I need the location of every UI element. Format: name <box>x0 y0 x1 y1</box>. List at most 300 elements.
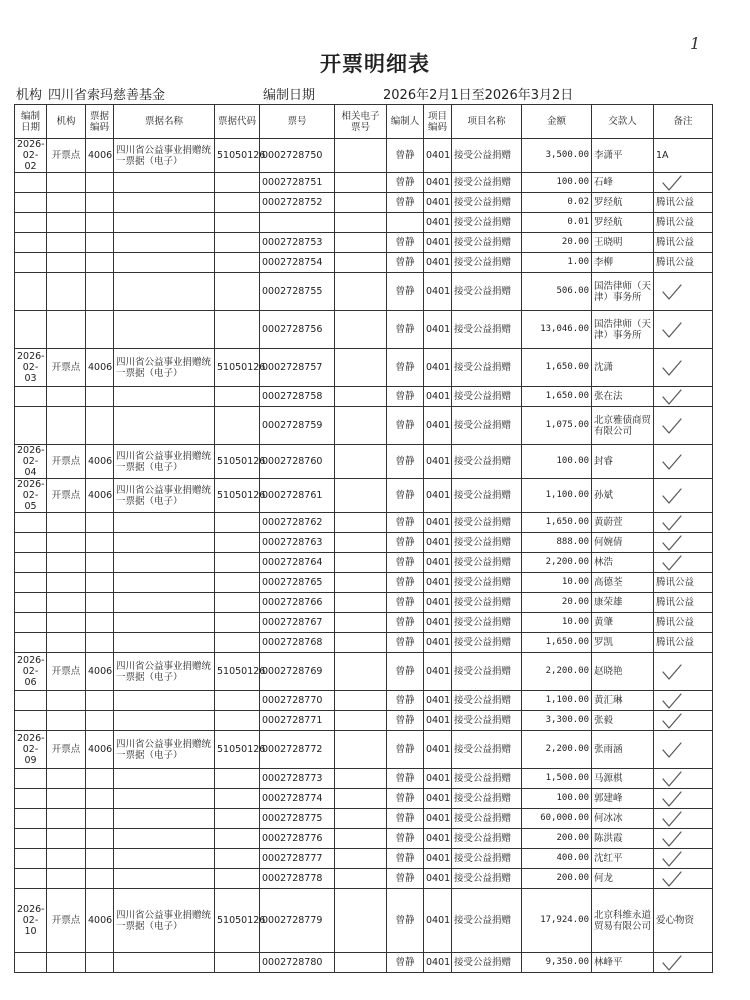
amount-cell: 200.00 <box>522 829 592 849</box>
table-row <box>15 173 713 193</box>
org-cell <box>47 533 86 553</box>
column-header: 票号 <box>260 105 335 139</box>
table-row <box>15 213 713 233</box>
check-mark-icon <box>660 953 684 973</box>
bill-code-cell <box>215 691 260 711</box>
bill-type-code-cell <box>86 193 114 213</box>
table-row <box>15 513 713 533</box>
payer-cell: 李潇平 <box>592 139 654 173</box>
amount-cell: 2,200.00 <box>522 653 592 691</box>
related-e-number-cell <box>335 593 387 613</box>
project-name-cell: 接受公益捐赠 <box>452 953 522 973</box>
bill-type-code-cell <box>86 233 114 253</box>
note-text: 腾讯公益 <box>656 237 695 248</box>
org-cell <box>47 613 86 633</box>
preparer-cell: 曾静 <box>387 311 424 349</box>
bill-name-cell: 四川省公益事业捐赠统一票据（电子） <box>114 731 215 769</box>
amount-cell: 1,650.00 <box>522 349 592 387</box>
related-e-number-cell <box>335 711 387 731</box>
payer-cell: 何龙 <box>592 869 654 889</box>
related-e-number-cell <box>335 889 387 953</box>
date-range: 2026年2月1日至2026年3月2日 <box>383 88 574 103</box>
bill-number-cell: 0002728777 <box>260 849 335 869</box>
related-e-number-cell <box>335 311 387 349</box>
amount-cell: 100.00 <box>522 789 592 809</box>
preparer-cell: 曾静 <box>387 233 424 253</box>
check-mark-icon <box>660 789 684 809</box>
bill-name-cell <box>114 593 215 613</box>
preparer-cell <box>387 213 424 233</box>
preparer-cell: 曾静 <box>387 387 424 407</box>
preparer-cell: 曾静 <box>387 173 424 193</box>
preparer-cell: 曾静 <box>387 513 424 533</box>
related-e-number-cell <box>335 613 387 633</box>
project-code-cell: 0401 <box>424 553 452 573</box>
related-e-number-cell <box>335 349 387 387</box>
project-code-cell: 0401 <box>424 613 452 633</box>
bill-code-cell <box>215 789 260 809</box>
org-cell <box>47 869 86 889</box>
bill-code-cell <box>215 273 260 311</box>
note-cell <box>654 533 713 553</box>
related-e-number-cell <box>335 479 387 513</box>
amount-cell: 1,100.00 <box>522 479 592 513</box>
page-number: 1 <box>690 34 701 53</box>
table-row <box>15 573 713 593</box>
date-cell <box>15 593 47 613</box>
date-cell <box>15 849 47 869</box>
bill-type-code-cell <box>86 173 114 193</box>
bill-number-cell: 0002728775 <box>260 809 335 829</box>
bill-code-cell <box>215 613 260 633</box>
note-cell <box>654 613 713 633</box>
date-cell <box>15 273 47 311</box>
date-cell: 2026-02-04 <box>15 445 47 479</box>
bill-code-cell <box>215 769 260 789</box>
project-name-cell: 接受公益捐赠 <box>452 193 522 213</box>
amount-cell: 60,000.00 <box>522 809 592 829</box>
preparer-cell: 曾静 <box>387 869 424 889</box>
note-cell <box>654 769 713 789</box>
preparer-cell: 曾静 <box>387 849 424 869</box>
project-code-cell: 0401 <box>424 849 452 869</box>
bill-code-cell <box>215 849 260 869</box>
table-row <box>15 691 713 711</box>
amount-cell: 1,500.00 <box>522 769 592 789</box>
bill-type-code-cell <box>86 573 114 593</box>
bill-number-cell: 0002728778 <box>260 869 335 889</box>
related-e-number-cell <box>335 533 387 553</box>
related-e-number-cell <box>335 553 387 573</box>
project-code-cell: 0401 <box>424 311 452 349</box>
date-cell <box>15 869 47 889</box>
note-text: 腾讯公益 <box>656 197 695 208</box>
payer-cell: 张雨涵 <box>592 731 654 769</box>
payer-cell: 沈红平 <box>592 849 654 869</box>
bill-type-code-cell: 4006 <box>86 139 114 173</box>
payer-cell: 陈洪霞 <box>592 829 654 849</box>
bill-code-cell <box>215 513 260 533</box>
project-code-cell: 0401 <box>424 349 452 387</box>
date-label: 编制日期 <box>263 88 316 103</box>
preparer-cell: 曾静 <box>387 653 424 691</box>
table-row <box>15 731 713 769</box>
table-row <box>15 479 713 513</box>
org-cell <box>47 691 86 711</box>
amount-cell: 10.00 <box>522 613 592 633</box>
column-header: 项目编码 <box>424 105 452 139</box>
related-e-number-cell <box>335 139 387 173</box>
preparer-cell: 曾静 <box>387 769 424 789</box>
payer-cell: 何冰冰 <box>592 809 654 829</box>
check-mark-icon <box>660 662 684 682</box>
bill-code-cell <box>215 253 260 273</box>
bill-name-cell: 四川省公益事业捐赠统一票据（电子） <box>114 479 215 513</box>
check-mark-icon <box>660 416 684 436</box>
payer-cell: 国浩律师（天津）事务所 <box>592 311 654 349</box>
preparer-cell: 曾静 <box>387 445 424 479</box>
bill-name-cell: 四川省公益事业捐赠统一票据（电子） <box>114 445 215 479</box>
project-code-cell: 0401 <box>424 869 452 889</box>
table-row <box>15 387 713 407</box>
column-header: 交款人 <box>592 105 654 139</box>
preparer-cell: 曾静 <box>387 829 424 849</box>
note-cell <box>654 573 713 593</box>
bill-type-code-cell <box>86 829 114 849</box>
org-cell <box>47 769 86 789</box>
payer-cell: 孙斌 <box>592 479 654 513</box>
project-code-cell: 0401 <box>424 731 452 769</box>
project-name-cell: 接受公益捐赠 <box>452 349 522 387</box>
bill-code-cell <box>215 533 260 553</box>
preparer-cell: 曾静 <box>387 407 424 445</box>
bill-code-cell <box>215 213 260 233</box>
payer-cell: 张在法 <box>592 387 654 407</box>
project-code-cell: 0401 <box>424 193 452 213</box>
amount-cell: 13,046.00 <box>522 311 592 349</box>
amount-cell: 10.00 <box>522 573 592 593</box>
org-cell <box>47 513 86 533</box>
project-name-cell: 接受公益捐赠 <box>452 173 522 193</box>
amount-cell: 0.02 <box>522 193 592 213</box>
bill-type-code-cell <box>86 273 114 311</box>
date-cell <box>15 953 47 973</box>
org-cell <box>47 407 86 445</box>
org-cell <box>47 953 86 973</box>
bill-type-code-cell: 4006 <box>86 479 114 513</box>
preparer-cell: 曾静 <box>387 809 424 829</box>
date-cell <box>15 711 47 731</box>
project-name-cell: 接受公益捐赠 <box>452 869 522 889</box>
org-label: 机构 <box>16 88 43 103</box>
payer-cell: 罗经航 <box>592 213 654 233</box>
bill-code-cell <box>215 829 260 849</box>
bill-type-code-cell <box>86 711 114 731</box>
date-cell <box>15 613 47 633</box>
bill-number-cell: 0002728762 <box>260 513 335 533</box>
project-name-cell: 接受公益捐赠 <box>452 731 522 769</box>
amount-cell: 100.00 <box>522 173 592 193</box>
bill-code-cell <box>215 173 260 193</box>
project-name-cell: 接受公益捐赠 <box>452 311 522 349</box>
bill-number-cell: 0002728759 <box>260 407 335 445</box>
bill-name-cell <box>114 633 215 653</box>
date-cell <box>15 809 47 829</box>
check-mark-icon <box>660 769 684 789</box>
project-name-cell: 接受公益捐赠 <box>452 253 522 273</box>
related-e-number-cell <box>335 953 387 973</box>
table-row <box>15 593 713 613</box>
note-cell <box>654 213 713 233</box>
check-mark-icon <box>660 533 684 553</box>
payer-cell: 马源棋 <box>592 769 654 789</box>
bill-name-cell <box>114 253 215 273</box>
project-code-cell: 0401 <box>424 691 452 711</box>
date-cell <box>15 213 47 233</box>
project-name-cell: 接受公益捐赠 <box>452 139 522 173</box>
table-row <box>15 533 713 553</box>
bill-number-cell: 0002728758 <box>260 387 335 407</box>
related-e-number-cell <box>335 513 387 533</box>
preparer-cell: 曾静 <box>387 711 424 731</box>
preparer-cell: 曾静 <box>387 533 424 553</box>
project-name-cell: 接受公益捐赠 <box>452 691 522 711</box>
check-mark-icon <box>660 740 684 760</box>
amount-cell: 400.00 <box>522 849 592 869</box>
project-code-cell: 0401 <box>424 173 452 193</box>
note-cell <box>654 139 713 173</box>
bill-number-cell: 0002728756 <box>260 311 335 349</box>
org-cell <box>47 387 86 407</box>
bill-type-code-cell <box>86 311 114 349</box>
payer-cell: 张毅 <box>592 711 654 731</box>
bill-code-cell <box>215 387 260 407</box>
amount-cell: 1.00 <box>522 253 592 273</box>
note-cell <box>654 849 713 869</box>
bill-type-code-cell <box>86 809 114 829</box>
bill-type-code-cell <box>86 849 114 869</box>
note-text: 腾讯公益 <box>656 257 695 268</box>
check-mark-icon <box>660 869 684 889</box>
project-name-cell: 接受公益捐赠 <box>452 849 522 869</box>
bill-name-cell <box>114 311 215 349</box>
project-code-cell: 0401 <box>424 533 452 553</box>
amount-cell: 0.01 <box>522 213 592 233</box>
bill-number-cell: 0002728754 <box>260 253 335 273</box>
org-cell <box>47 633 86 653</box>
column-header: 项目名称 <box>452 105 522 139</box>
bill-type-code-cell <box>86 593 114 613</box>
check-mark-icon <box>660 173 684 193</box>
bill-number-cell: 0002728751 <box>260 173 335 193</box>
bill-number-cell: 0002728772 <box>260 731 335 769</box>
date-cell <box>15 533 47 553</box>
org-cell <box>47 809 86 829</box>
bill-name-cell: 四川省公益事业捐赠统一票据（电子） <box>114 349 215 387</box>
bill-name-cell <box>114 953 215 973</box>
table-row <box>15 849 713 869</box>
payer-cell: 李柳 <box>592 253 654 273</box>
bill-type-code-cell <box>86 613 114 633</box>
bill-name-cell <box>114 273 215 311</box>
org-cell <box>47 273 86 311</box>
project-code-cell: 0401 <box>424 653 452 691</box>
check-mark-icon <box>660 282 684 302</box>
bill-name-cell <box>114 849 215 869</box>
column-header: 备注 <box>654 105 713 139</box>
amount-cell: 9,350.00 <box>522 953 592 973</box>
payer-cell: 林浩 <box>592 553 654 573</box>
note-text: 腾讯公益 <box>656 217 695 228</box>
bill-type-code-cell: 4006 <box>86 445 114 479</box>
check-mark-icon <box>660 809 684 829</box>
bill-number-cell: 0002728768 <box>260 633 335 653</box>
payer-cell: 黄肇 <box>592 613 654 633</box>
project-code-cell: 0401 <box>424 593 452 613</box>
project-code-cell: 0401 <box>424 633 452 653</box>
note-cell <box>654 953 713 973</box>
date-cell: 2026-02-03 <box>15 349 47 387</box>
table-row <box>15 633 713 653</box>
column-header: 编制日期 <box>15 105 47 139</box>
table-row <box>15 273 713 311</box>
note-cell <box>654 869 713 889</box>
column-header: 编制人 <box>387 105 424 139</box>
amount-cell: 1,650.00 <box>522 633 592 653</box>
org-cell <box>47 193 86 213</box>
project-name-cell: 接受公益捐赠 <box>452 809 522 829</box>
payer-cell: 石峰 <box>592 173 654 193</box>
note-cell <box>654 731 713 769</box>
project-name-cell: 接受公益捐赠 <box>452 889 522 953</box>
amount-cell: 1,100.00 <box>522 691 592 711</box>
bill-type-code-cell <box>86 769 114 789</box>
note-cell <box>654 711 713 731</box>
project-name-cell: 接受公益捐赠 <box>452 273 522 311</box>
org-name: 四川省索玛慈善基金 <box>48 88 166 103</box>
note-cell <box>654 273 713 311</box>
bill-type-code-cell <box>86 407 114 445</box>
note-cell <box>654 691 713 711</box>
bill-type-code-cell: 4006 <box>86 889 114 953</box>
note-cell <box>654 407 713 445</box>
check-mark-icon <box>660 849 684 869</box>
date-cell <box>15 553 47 573</box>
project-name-cell: 接受公益捐赠 <box>452 573 522 593</box>
payer-cell: 康荣雄 <box>592 593 654 613</box>
bill-number-cell: 0002728752 <box>260 193 335 213</box>
table-row <box>15 311 713 349</box>
project-code-cell: 0401 <box>424 769 452 789</box>
project-name-cell: 接受公益捐赠 <box>452 233 522 253</box>
bill-number-cell: 0002728774 <box>260 789 335 809</box>
project-code-cell: 0401 <box>424 387 452 407</box>
preparer-cell: 曾静 <box>387 633 424 653</box>
note-cell <box>654 809 713 829</box>
bill-code-cell: 51050126 <box>215 445 260 479</box>
payer-cell: 封睿 <box>592 445 654 479</box>
bill-name-cell <box>114 769 215 789</box>
bill-code-cell <box>215 407 260 445</box>
date-cell <box>15 407 47 445</box>
page-title: 开票明细表 <box>320 52 430 76</box>
date-cell <box>15 173 47 193</box>
bill-name-cell: 四川省公益事业捐赠统一票据（电子） <box>114 653 215 691</box>
column-header: 机构 <box>47 105 86 139</box>
project-code-cell: 0401 <box>424 829 452 849</box>
preparer-cell: 曾静 <box>387 889 424 953</box>
date-cell: 2026-02-06 <box>15 653 47 691</box>
date-cell <box>15 829 47 849</box>
bill-name-cell: 四川省公益事业捐赠统一票据（电子） <box>114 889 215 953</box>
project-name-cell: 接受公益捐赠 <box>452 789 522 809</box>
payer-cell: 国浩律师（天津）事务所 <box>592 273 654 311</box>
project-code-cell: 0401 <box>424 711 452 731</box>
bill-code-cell <box>215 633 260 653</box>
project-code-cell: 0401 <box>424 233 452 253</box>
project-code-cell: 0401 <box>424 253 452 273</box>
bill-code-cell <box>215 553 260 573</box>
note-text: 1A <box>656 150 669 161</box>
date-cell <box>15 311 47 349</box>
payer-cell: 黄汇琳 <box>592 691 654 711</box>
amount-cell: 1,075.00 <box>522 407 592 445</box>
table-row <box>15 445 713 479</box>
project-code-cell: 0401 <box>424 953 452 973</box>
note-cell <box>654 633 713 653</box>
bill-code-cell: 51050126 <box>215 653 260 691</box>
date-cell <box>15 233 47 253</box>
org-cell: 开票点 <box>47 731 86 769</box>
bill-name-cell <box>114 513 215 533</box>
project-name-cell: 接受公益捐赠 <box>452 653 522 691</box>
related-e-number-cell <box>335 633 387 653</box>
check-mark-icon <box>660 320 684 340</box>
bill-number-cell: 0002728779 <box>260 889 335 953</box>
bill-number-cell: 0002728753 <box>260 233 335 253</box>
related-e-number-cell <box>335 387 387 407</box>
bill-name-cell <box>114 691 215 711</box>
column-header: 票据名称 <box>114 105 215 139</box>
project-code-cell: 0401 <box>424 407 452 445</box>
bill-name-cell <box>114 387 215 407</box>
amount-cell: 17,924.00 <box>522 889 592 953</box>
amount-cell: 20.00 <box>522 593 592 613</box>
related-e-number-cell <box>335 253 387 273</box>
note-cell <box>654 593 713 613</box>
bill-number-cell: 0002728764 <box>260 553 335 573</box>
date-cell: 2026-02-09 <box>15 731 47 769</box>
table-row <box>15 769 713 789</box>
payer-cell: 北京科维永道贸易有限公司 <box>592 889 654 953</box>
bill-code-cell <box>215 573 260 593</box>
amount-cell: 200.00 <box>522 869 592 889</box>
bill-name-cell <box>114 407 215 445</box>
note-cell <box>654 789 713 809</box>
org-cell: 开票点 <box>47 479 86 513</box>
bill-name-cell <box>114 573 215 593</box>
column-header: 相关电子票号 <box>335 105 387 139</box>
preparer-cell: 曾静 <box>387 139 424 173</box>
table-row <box>15 653 713 691</box>
note-cell <box>654 513 713 533</box>
payer-cell: 高德荃 <box>592 573 654 593</box>
related-e-number-cell <box>335 789 387 809</box>
payer-cell: 罗凯 <box>592 633 654 653</box>
bill-number-cell: 0002728770 <box>260 691 335 711</box>
org-cell <box>47 311 86 349</box>
project-name-cell: 接受公益捐赠 <box>452 479 522 513</box>
